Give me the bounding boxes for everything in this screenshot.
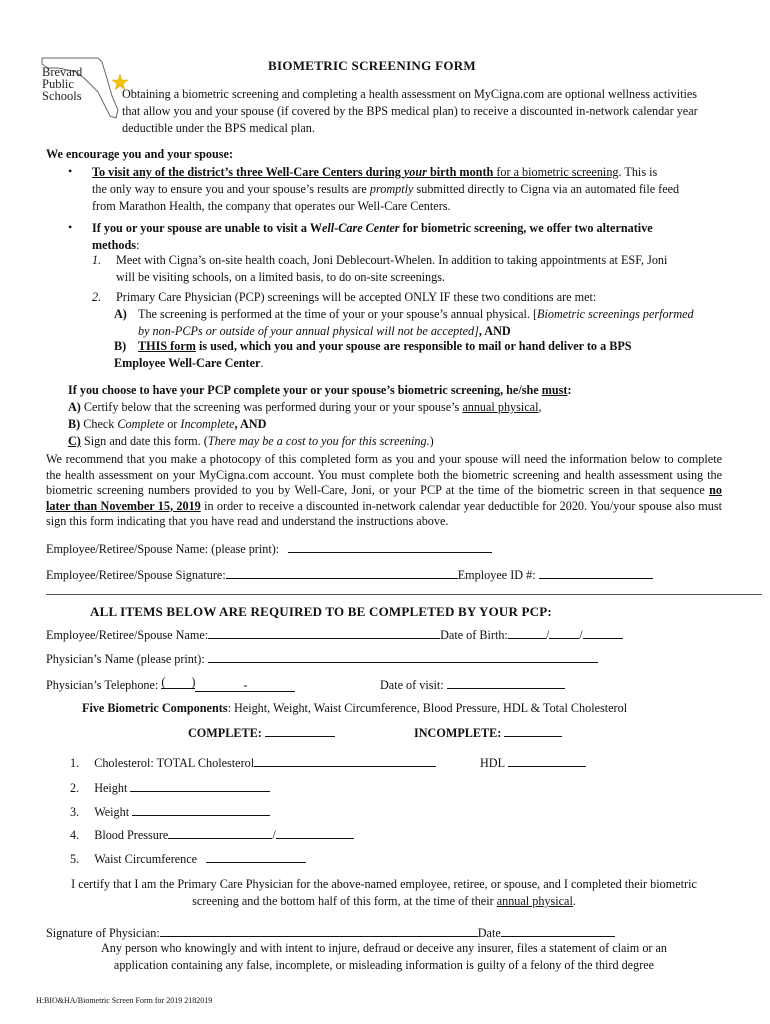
condition-b-lead: is used, which you and your spouse are responsible to mail or hand deliver to a BPS (195, 339, 632, 353)
bullet-1-birth-month: birth month (426, 165, 494, 179)
item-height (70, 779, 270, 797)
method-2-text: Primary Care Physician (PCP) screenings will be accepted ONLY IF these two conditions are met: (116, 290, 597, 304)
condition-a-label: A) (114, 307, 127, 321)
bullet-1-text (92, 164, 717, 215)
employee-name-print-label: Employee/Retiree/Spouse Name: (please print): (46, 542, 280, 556)
logo-line-1: Brevard (42, 65, 83, 79)
item-number: 3. (70, 805, 80, 819)
bullet-2-wellcare: ell-Care Center (322, 221, 400, 235)
item-waist (70, 850, 306, 868)
date-visit-group (380, 676, 565, 694)
choose-lead: If you choose to have your PCP complete your or your spouse’s biometric screening, he/she (68, 383, 542, 397)
physician-signature-input[interactable] (160, 924, 478, 937)
condition-b-end: . (260, 356, 264, 370)
choose-complete: Complete (117, 417, 165, 431)
recommend-part-2: in order to receive a discounted in-network calendar year deductible for 2020. You/your spouse also must sign this form indicating that you have read and understand the instructions above. (46, 498, 722, 528)
recommend-part-1: We recommend that you make a photocopy of this completed form as you and your spouse will need the information below to complete the health assessment on your MyCigna.com account. You must complete both the biometric screening and health assessment using the biometric screening numbers provided to you by Well-Care, Joni, or your PCP at the time of the biometric screen in that sequence (46, 452, 722, 497)
dob-month-input[interactable] (508, 626, 546, 639)
physician-name-label: Physician’s Name (please print): (46, 652, 205, 666)
item-label: Waist Circumference (94, 852, 198, 866)
date-visit-label: Date of visit: (380, 678, 444, 692)
employee-signature-row (46, 566, 653, 584)
systolic-input[interactable] (168, 826, 272, 839)
height-input[interactable] (130, 779, 270, 792)
complete-checkbox-line[interactable] (265, 724, 335, 737)
bullet-1-rest: . This is (618, 165, 658, 179)
waist-input[interactable] (206, 850, 306, 863)
date-visit-input[interactable] (447, 676, 565, 689)
condition-b-well-care: Employee Well-Care Center (114, 356, 261, 370)
bullet-1-line-3: from Marathon Health, the company that operates our Well-Care Centers. (92, 199, 451, 213)
item-label: Cholesterol: TOTAL Cholesterol (94, 756, 255, 770)
item-blood-pressure (70, 826, 354, 844)
recommend-deadline: no later than November 15, 2019 (46, 483, 722, 513)
choose-b-label: B) (68, 417, 81, 431)
bullet-icon: • (68, 164, 73, 178)
phone-close-paren: ) (191, 675, 196, 689)
item-weight (70, 803, 270, 821)
method-1-number: 1. (92, 253, 102, 267)
employee-signature-input[interactable] (226, 566, 458, 579)
choose-a-label: A) (68, 400, 81, 414)
phone-dash: - (243, 678, 248, 692)
bullet-2-tail: for biometric screening, we offer two alternative (399, 221, 653, 235)
employee-id-label: Employee ID #: (457, 568, 536, 582)
form-title: BIOMETRIC SCREENING FORM (268, 58, 476, 73)
components-label: Five Biometric Components (82, 701, 228, 715)
dob-separator-1: / (545, 628, 550, 642)
weight-input[interactable] (132, 803, 270, 816)
bullet-1-line-2: the only way to ensure you and your spouse’s results are (92, 182, 370, 196)
components-list: : Height, Weight, Waist Circumference, Blood Pressure, HDL & Total Cholesterol (227, 701, 628, 715)
item-label: Blood Pressure (94, 828, 169, 842)
physician-phone-row (46, 676, 606, 694)
bullet-1-promptly: promptly (369, 182, 414, 196)
condition-a-italic-1: Biometric screenings performed (537, 307, 694, 321)
dob-label: Date of Birth: (440, 628, 508, 642)
method-1-line-2: will be visiting schools, on a limited basis, to do on-site screenings. (116, 270, 446, 284)
logo-line-3: Schools (42, 89, 82, 103)
choose-pcp-section (68, 382, 718, 450)
choose-must: must (541, 383, 568, 397)
bullet-icon: • (68, 220, 73, 234)
employee-name-print-input[interactable] (288, 540, 492, 553)
bullet-2-lead: If you or your spouse are unable to visit a W (92, 221, 323, 235)
total-cholesterol-input[interactable] (254, 754, 436, 767)
hdl-input[interactable] (508, 754, 586, 767)
item-label: Weight (94, 805, 130, 819)
physician-name-row (46, 650, 598, 668)
method-1-line-1: Meet with Cigna’s on-site health coach, Joni Deblecourt-Whelen. In addition to taking appointments at ESF, Joni (116, 253, 668, 267)
physician-signature-label: Signature of Physician: (46, 926, 160, 940)
bullet-1-lead: To visit any of the district’s three Well-Care Centers during (92, 165, 404, 179)
choose-and: , AND (234, 417, 267, 431)
incomplete-label: INCOMPLETE: (414, 726, 502, 740)
recommend-paragraph (46, 452, 722, 530)
bullet-2-text (92, 220, 717, 254)
employee-id-input[interactable] (539, 566, 653, 579)
item-number: 4. (70, 828, 80, 842)
condition-a-and: , AND (478, 324, 511, 338)
certify-end: . (572, 894, 576, 908)
item-label: Height (94, 781, 128, 795)
choose-c-text: Sign and date this form. ( (80, 434, 208, 448)
phone-number-input[interactable] (195, 679, 295, 692)
choose-a-end: , (538, 400, 542, 414)
item-cholesterol (70, 754, 436, 772)
pcp-employee-name-label: Employee/Retiree/Spouse Name: (46, 628, 209, 642)
certify-line-2: screening and the bottom half of this form, at the time of their (192, 894, 497, 908)
section-divider (46, 594, 762, 595)
condition-a-italic-2: by non-PCPs or outside of your annual physical will not be accepted] (138, 324, 479, 338)
employee-signature-label: Employee/Retiree/Spouse Signature: (46, 568, 226, 582)
bp-separator: / (272, 828, 276, 842)
choose-b-text: Check (80, 417, 118, 431)
method-1-text (116, 252, 716, 286)
method-2-number: 2. (92, 290, 102, 304)
choose-annual-physical: annual physical (462, 400, 539, 414)
choose-colon: : (567, 383, 572, 397)
choose-c-end: ) (429, 434, 434, 448)
disclaimer-line-1: Any person who knowingly and with intent to injure, defraud or deceive any insurer, files a statement of claim or an (100, 941, 668, 955)
item-number: 1. (70, 756, 80, 770)
phone-open-paren: ( (161, 675, 166, 689)
certify-annual-physical: annual physical (496, 894, 573, 908)
document-footer: H:BIO&HA/Biometric Screen Form for 2019 2182019 (36, 996, 213, 1005)
certification-statement (46, 876, 722, 910)
components-line (82, 700, 627, 717)
dob-day-input[interactable] (549, 626, 579, 639)
employee-name-print-row (46, 540, 492, 558)
pcp-employee-name-input[interactable] (208, 626, 440, 639)
incomplete-checkbox-line[interactable] (504, 724, 562, 737)
condition-a-text (138, 306, 718, 340)
condition-b-label: B) (114, 339, 127, 353)
disclaimer-line-2: application containing any false, incomplete, or misleading information is guilty of a felony of the third degree (113, 958, 655, 972)
pcp-employee-name-row (46, 626, 623, 644)
pcp-section-heading: ALL ITEMS BELOW ARE REQUIRED TO BE COMPLETED BY YOUR PCP: (90, 604, 552, 619)
signature-date-label: Date (477, 926, 501, 940)
item-number: 5. (70, 852, 80, 866)
complete-row (188, 724, 335, 742)
certify-line-1: I certify that I am the Primary Care Physician for the above-named employee, retiree, or spouse, and I completed their biometric (71, 877, 697, 891)
fraud-disclaimer (46, 940, 722, 974)
bullet-2-methods: methods (92, 238, 137, 252)
bullet-2-colon: : (136, 238, 140, 252)
intro-paragraph: Obtaining a biometric screening and completing a health assessment on MyCigna.com are optional wellness activities that allow you and your spouse (if covered by the BPS medical plan) to receive a discounted in-network calendar year deductible under the BPS medical plan. (122, 87, 698, 135)
complete-label: COMPLETE: (188, 726, 262, 740)
hdl-row (480, 754, 586, 772)
choose-c-italic: There may be a cost to you for this screening. (207, 434, 430, 448)
incomplete-row (414, 724, 562, 742)
diastolic-input[interactable] (276, 826, 354, 839)
choose-incomplete: Incomplete (180, 417, 235, 431)
choose-c-label: C) (68, 434, 81, 448)
hdl-label: HDL (480, 756, 505, 770)
dob-separator-2: / (579, 628, 583, 642)
condition-b-text (114, 338, 718, 372)
condition-a-lead: The screening is performed at the time of your or your spouse’s annual physical. [ (138, 307, 538, 321)
encourage-heading: We encourage you and your spouse: (46, 147, 234, 161)
logo-line-2: Public (42, 77, 74, 91)
dob-year-input[interactable] (583, 626, 623, 639)
choose-or: or (164, 417, 181, 431)
choose-a-text: Certify below that the screening was performed during your or your spouse’s (80, 400, 463, 414)
bullet-1-line-2b: submitted directly to Cigna via an automated file feed (413, 182, 680, 196)
physician-phone-label: Physician’s Telephone: (46, 678, 159, 692)
bullet-1-your: your (403, 165, 427, 179)
signature-date-input[interactable] (501, 924, 615, 937)
item-number: 2. (70, 781, 80, 795)
phone-area-code-input[interactable] (161, 676, 195, 689)
physician-name-input[interactable] (208, 650, 598, 663)
bullet-1-for-screening: for a biometric screening (493, 165, 619, 179)
condition-b-this-form: THIS form (138, 339, 196, 353)
